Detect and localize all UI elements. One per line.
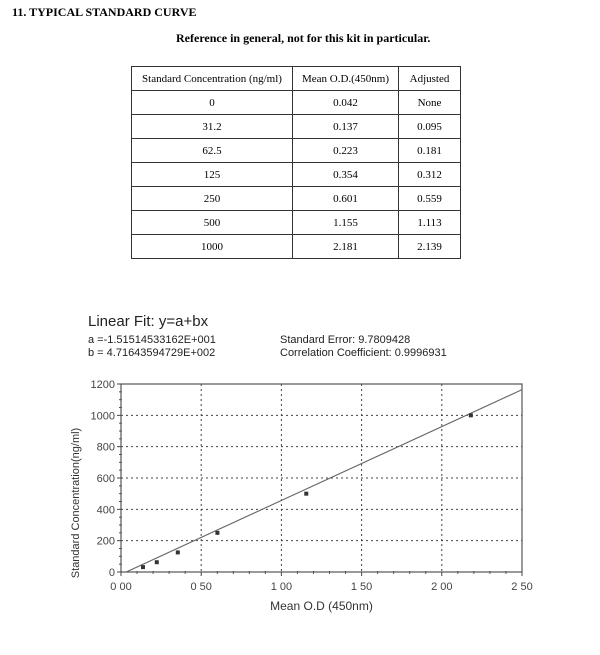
x-tick-label: 2 00 [431,581,453,593]
fit-standard-error: Standard Error: 9.7809428 [280,334,411,346]
fit-summary [88,313,208,330]
y-tick-label: 200 [96,535,115,548]
cell-concentration: 0 [132,91,293,115]
subtitle: Reference in general, not for this kit in particular. [176,31,431,45]
y-tick-label: 400 [96,504,115,517]
y-tick-label: 0 [108,567,115,579]
x-tick-label: 2 50 [511,581,533,593]
cell-mean-od: 0.354 [293,163,399,187]
fit-line [126,390,522,572]
cell-mean-od: 0.601 [293,187,399,211]
standard-curve-table [131,66,461,259]
cell-concentration: 62.5 [132,139,293,163]
cell-mean-od: 0.223 [293,139,399,163]
fit-title: Linear Fit: y=a+bx [88,313,209,330]
data-point [304,492,308,496]
table-header-row [132,67,461,91]
y-tick-label: 800 [96,441,115,454]
header-concentration: Standard Concentration (ng/ml) [132,67,293,91]
data-points [141,413,473,569]
data-point [155,560,159,564]
cell-concentration: 31.2 [132,115,293,139]
table-row [132,139,461,163]
x-axis-title: Mean O.D (450nm) [270,599,373,613]
table-row [132,235,461,259]
cell-mean-od: 2.181 [293,235,399,259]
cell-adjusted: 0.181 [399,139,461,163]
y-tick-label: 600 [96,473,115,485]
data-point [141,565,145,569]
x-tick-label: 0 50 [190,581,212,593]
table-row [132,187,461,211]
cell-adjusted: 0.312 [399,163,461,187]
cell-mean-od: 1.155 [293,211,399,235]
table-row [132,211,461,235]
cell-concentration: 250 [132,187,293,211]
y-tick-label: 1000 [90,410,115,423]
x-tick-label: 1 00 [270,581,293,593]
axis-labels [70,379,533,613]
chart-grid [121,384,522,572]
cell-mean-od: 0.042 [293,91,399,115]
y-axis-title: Standard Concentration(ng/ml) [70,427,82,579]
data-point [176,550,180,554]
cell-adjusted: 0.559 [399,187,461,211]
data-point [215,531,219,535]
cell-concentration: 125 [132,163,293,187]
fit-coefficient-b: b = 4.71643594729E+002 [88,347,216,359]
header-adjusted: Adjusted [399,67,461,91]
linear-fit-line [126,390,522,572]
fit-correlation: Correlation Coefficient: 0.9996931 [280,347,447,359]
cell-adjusted: 0.095 [399,115,461,139]
fit-coefficient-a: a =-1.51514533162E+001 [88,334,216,346]
chart-ticks [117,384,522,576]
table-row [132,91,461,115]
header-mean-od: Mean O.D.(450nm) [293,67,399,91]
cell-concentration: 1000 [132,235,293,259]
y-tick-label: 1200 [90,379,115,391]
table-row [132,163,461,187]
section-title: 11. TYPICAL STANDARD CURVE [12,5,197,19]
cell-adjusted: None [399,91,461,115]
cell-concentration: 500 [132,211,293,235]
x-tick-label: 1 50 [350,581,373,593]
cell-adjusted: 2.139 [399,235,461,259]
x-tick-label: 0 00 [110,581,132,593]
data-point [469,413,473,417]
table-row [132,115,461,139]
standard-curve-chart [0,370,600,655]
cell-mean-od: 0.137 [293,115,399,139]
cell-adjusted: 1.113 [399,211,461,235]
